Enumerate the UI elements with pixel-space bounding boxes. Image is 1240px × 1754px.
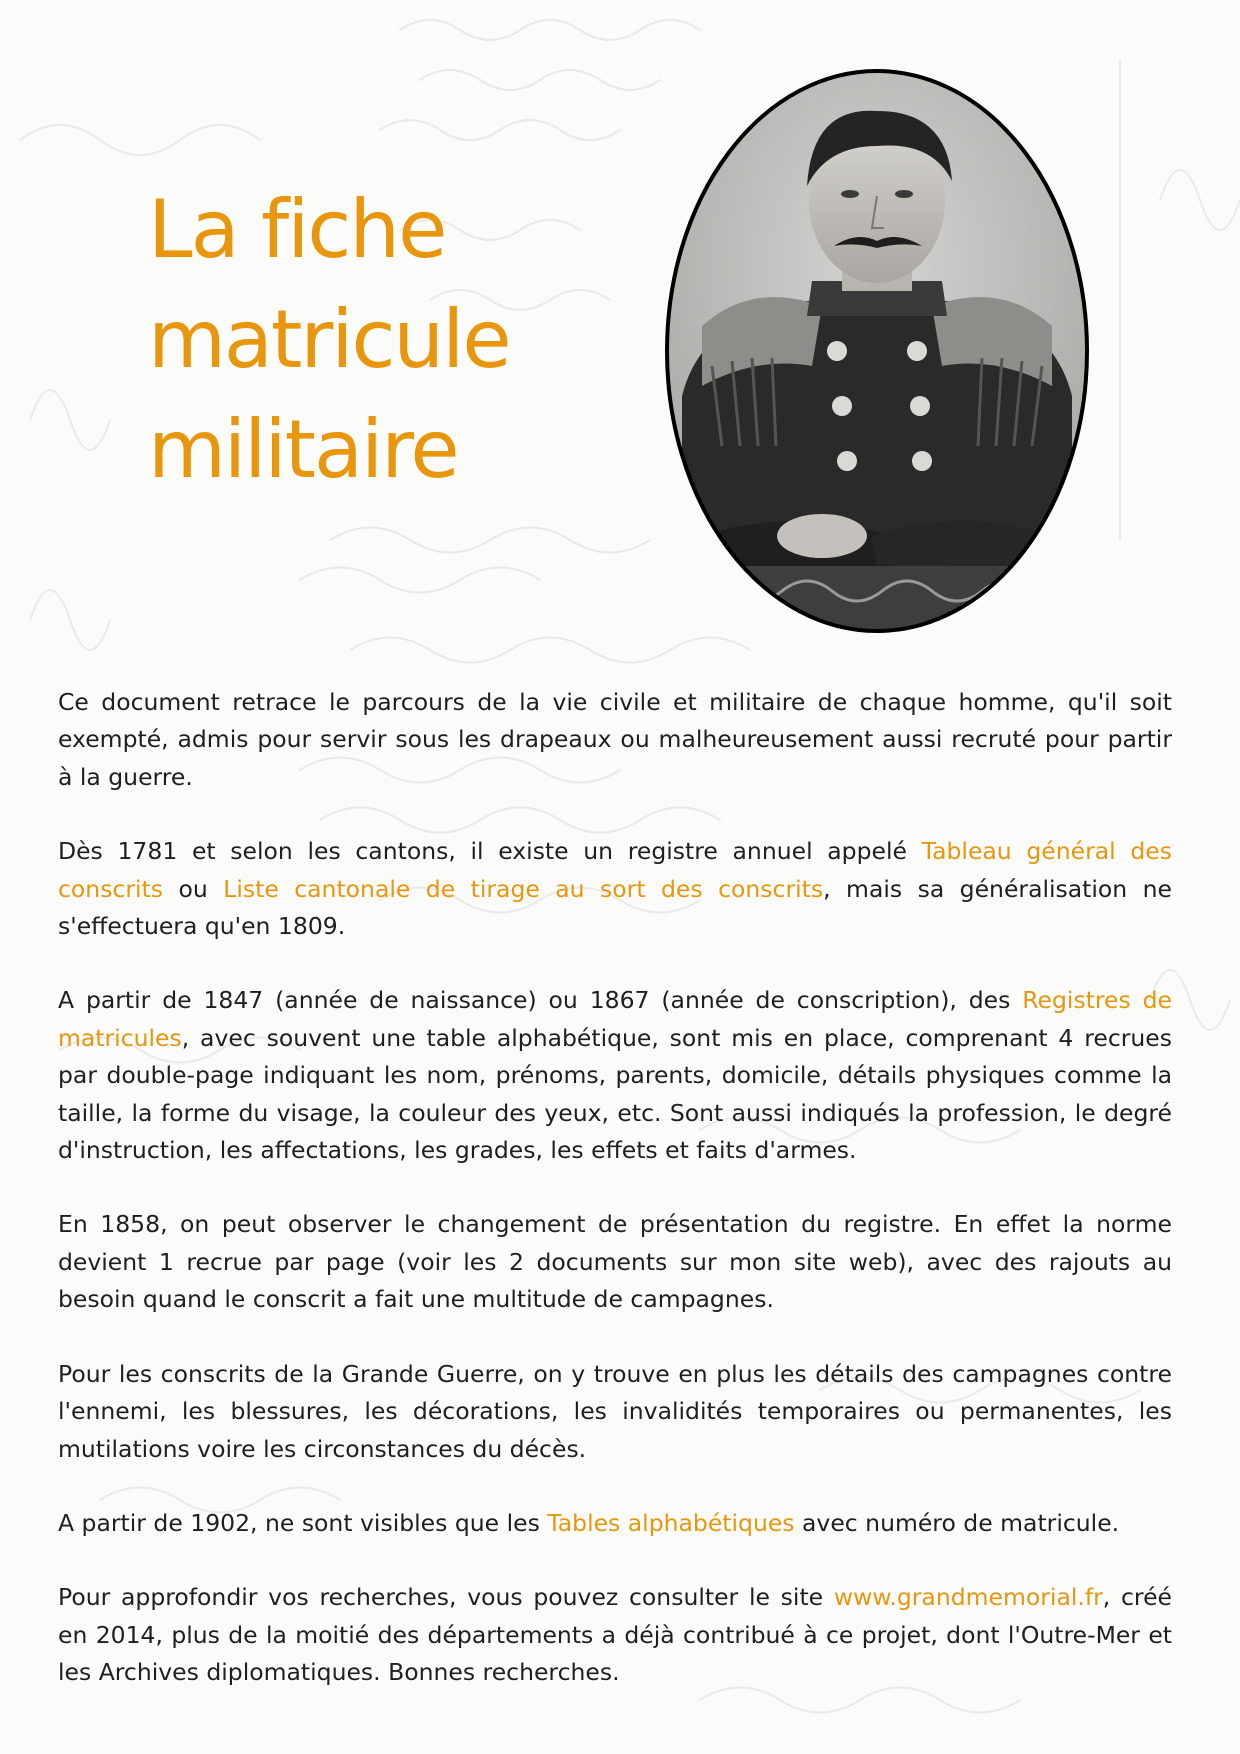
paragraph-1847-post: , avec souvent une table alphabétique, sont mis en place, comprenant 4 recrues par double-page indiquant les nom, prénoms, parents, domicile, détails physiques comme la taille, la forme du visage, la couleur des yeux, etc. Sont aussi indiqués la profession, le degré d'instruction, les affectations, les grades, les effets et faits d'armes. [58, 1023, 1172, 1165]
highlight-tableau-general: Tableau général des conscrits [58, 837, 1172, 903]
paragraph-recherches-post: , créé en 2014, plus de la moitié des départements a déjà contribué à ce projet, dont l'Outre-Mer et les Archives diplomatiques. Bonnes recherches. [58, 1583, 1172, 1687]
paragraph-grande-guerre [58, 1356, 1172, 1468]
paragraph-intro [58, 684, 1172, 796]
title-line-1: La fiche [148, 183, 446, 276]
article-body [58, 684, 1172, 1729]
title-line-2: matricule [148, 293, 510, 386]
paragraph-recherches [58, 1579, 1172, 1691]
paragraph-1781-post: , mais sa généralisation ne s'effectuera qu'en 1809. [58, 874, 1173, 941]
paragraph-1902-post: avec numéro de matricule. [794, 1508, 1120, 1537]
highlight-liste-cantonale: Liste cantonale de tirage au sort des conscrits [223, 874, 824, 903]
highlight-tables-alphabetiques: Tables alphabétiques [547, 1508, 795, 1537]
soldier-portrait-photo [662, 66, 1092, 636]
paragraph-1902-pre: A partir de 1902, ne sont visibles que les [58, 1508, 548, 1537]
paragraph-1847 [58, 982, 1172, 1169]
paragraph-1781-pre: Dès 1781 et selon les cantons, il existe un registre annuel appelé [58, 837, 922, 866]
paragraph-1858 [58, 1206, 1172, 1318]
page-title [148, 175, 568, 505]
paragraph-recherches-pre: Pour approfondir vos recherches, vous pouvez consulter le site [58, 1583, 834, 1612]
paragraph-grande-guerre-text: Pour les conscrits de la Grande Guerre, on y trouve en plus les détails des campagnes contre l'ennemi, les blessures, les décorations, les invalidités temporaires ou permanentes, les mutilations voire les circonstances du décès. [58, 1359, 1172, 1463]
title-line-3: militaire [148, 403, 458, 496]
paragraph-intro-text: Ce document retrace le parcours de la vie civile et militaire de chaque homme, qu'il soit exempté, admis pour servir sous les drapeaux ou malheureusement aussi recruté pour partir à la guerre. [58, 688, 1172, 791]
paragraph-1902 [58, 1505, 1172, 1542]
grandmemorial-link[interactable]: www.grandmemorial.fr [833, 1583, 1103, 1612]
paragraph-1847-pre: A partir de 1847 (année de naissance) ou 1867 (année de conscription), des [58, 986, 1023, 1015]
paragraph-1781 [58, 833, 1172, 945]
paragraph-1858-text: En 1858, on peut observer le changement de présentation du registre. En effet la norme devient 1 recrue par page (voir les 2 documents sur mon site web), avec des rajouts au besoin quand le conscrit a fait une multitude de campagnes. [58, 1210, 1172, 1314]
highlight-registres-matricules: Registres de matricules [58, 986, 1172, 1052]
paragraph-1781-mid: ou [163, 874, 224, 903]
